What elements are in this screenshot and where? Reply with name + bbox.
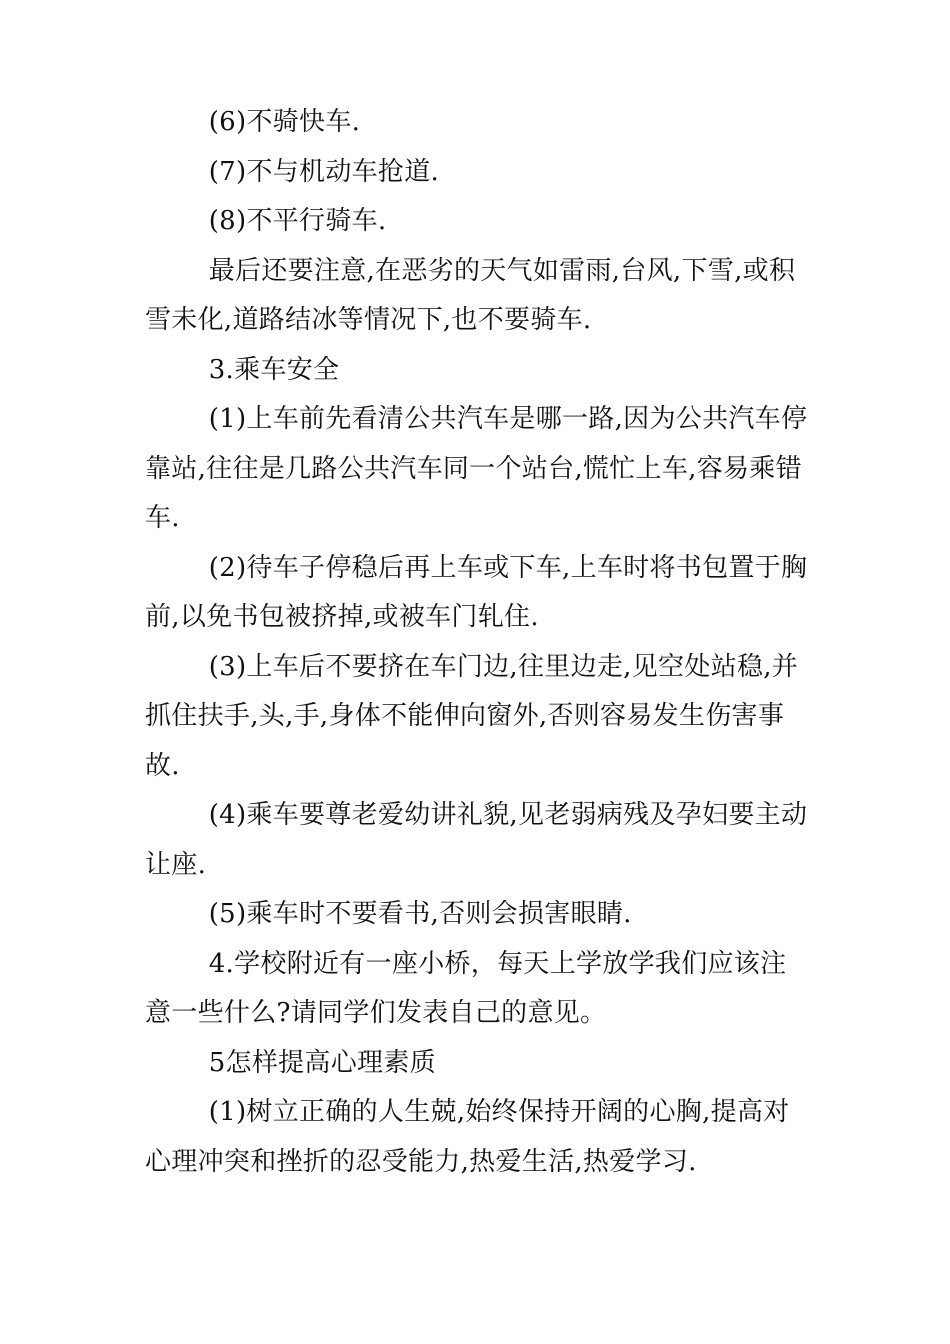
list-item-no-reading: (5)乘车时不要看书,否则会损害眼睛. bbox=[208, 899, 632, 929]
paragraph-bad-weather-note: 最后还要注意,在恶劣的天气如雷雨,台风,下雪,或积雪未化,道路结冰等情况下,也不要骑车. bbox=[145, 255, 796, 335]
paragraph-bridge-question: 4.学校附近有一座小桥，每天上学放学我们应该注意一些什么?请同学们发表自己的意见。 bbox=[145, 948, 787, 1028]
section-heading-mental-quality: 5怎样提高心理素质 bbox=[208, 1047, 436, 1078]
list-item-check-bus-route: (1)上车前先看清公共汽车是哪一路,因为公共汽车停靠站,往往是几路公共汽车同一个站台,慌忙上车,容易乘错车. bbox=[145, 404, 808, 533]
list-item-courtesy: (4)乘车要尊老爱幼讲礼貌,见老弱病残及孕妇要主动让座. bbox=[145, 800, 808, 880]
list-item-no-speeding: (6)不骑快车. bbox=[208, 107, 361, 137]
document-body bbox=[145, 98, 810, 1187]
list-item-move-inside: (3)上车后不要挤在车门边,往里边走,见空处站稳,并抓住扶手,头,手,身体不能伸向窗外,否则容易发生伤害事故. bbox=[145, 651, 799, 781]
list-item-no-side-by-side: (8)不平行骑车. bbox=[208, 206, 387, 236]
section-heading-ride-safety: 3.乘车安全 bbox=[208, 354, 340, 385]
list-item-life-outlook: (1)树立正确的人生兢,始终保持开阔的心胸,提高对心理冲突和挫折的忍受能力,热爱生活,热爱学习. bbox=[145, 1097, 790, 1177]
list-item-no-racing-vehicles: (7)不与机动车抢道. bbox=[208, 156, 440, 187]
list-item-wait-until-stopped: (2)待车子停稳后再上车或下车,上车时将书包置于胸前,以免书包被挤掉,或被车门轧住. bbox=[145, 552, 808, 632]
